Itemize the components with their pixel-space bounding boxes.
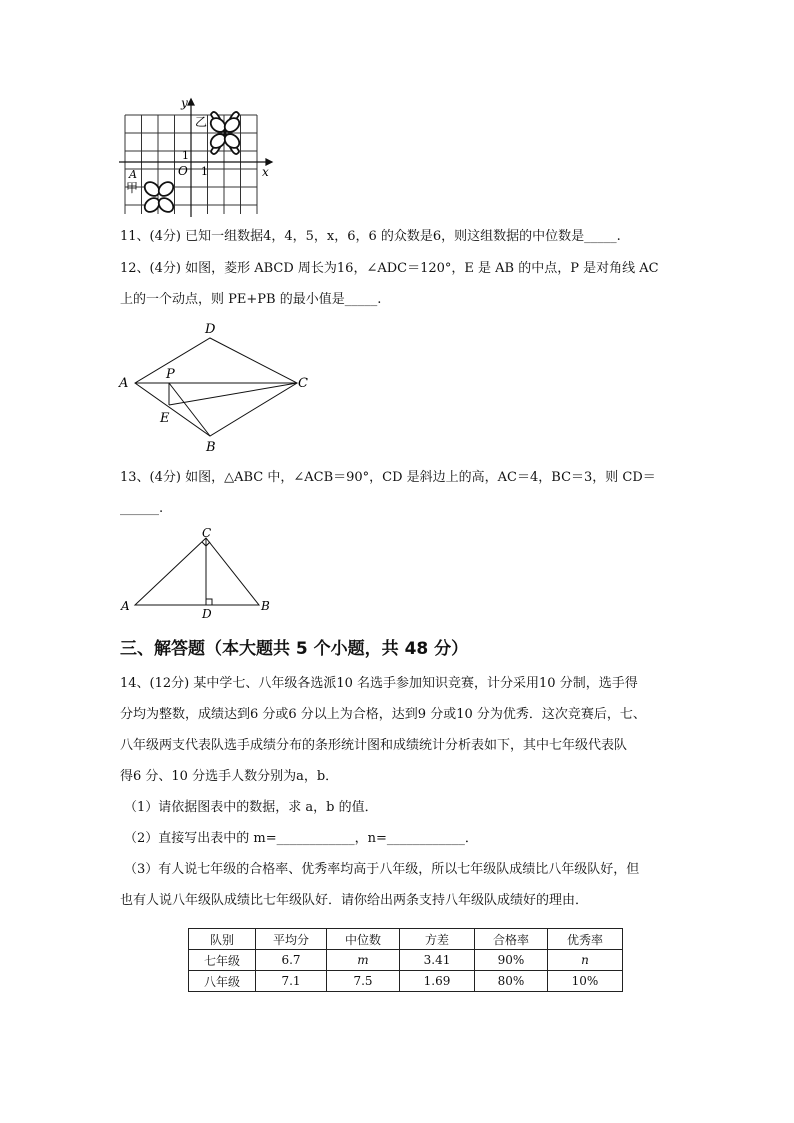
- table-cell: n: [548, 950, 623, 971]
- table-cell: 6.7: [256, 950, 327, 971]
- tick-x-label: 1: [201, 165, 208, 178]
- rhombus-figure: [115, 318, 315, 458]
- label-yi: 乙: [195, 115, 208, 129]
- question-14-line-3: 八年级两支代表队选手成绩分布的条形统计图和成绩统计分析表如下，其中七年级代表队: [120, 738, 628, 753]
- table-cell: m: [327, 950, 400, 971]
- table-cell: 1.69: [400, 971, 475, 992]
- question-14-line-2: 分均为整数，成绩达到6 分或6 分以上为合格，达到9 分或10 分为优秀．这次竞赛后，七、: [120, 707, 646, 722]
- y-axis-label: y: [181, 96, 188, 110]
- table-row: [189, 971, 623, 992]
- vertex-a-label: A: [121, 599, 130, 613]
- point-p-label: P: [166, 367, 175, 382]
- point-d-label: D: [205, 322, 216, 337]
- table-header-cell: 队别: [189, 929, 256, 950]
- question-13-line-2: ______.: [120, 501, 164, 516]
- coordinate-grid-figure: [115, 95, 280, 220]
- tick-y-label: 1: [182, 149, 189, 162]
- label-a: A: [129, 168, 137, 181]
- question-11: 11、(4分) 已知一组数据4，4，5，x，6，6 的众数是6，则这组数据的中位数是_____.: [120, 229, 621, 244]
- table-cell: 7.5: [327, 971, 400, 992]
- point-e-label: E: [160, 411, 170, 426]
- table-header-row: [189, 929, 623, 950]
- point-a-label: A: [119, 376, 129, 391]
- point-b-label: B: [206, 440, 216, 455]
- point-c-label: C: [298, 376, 308, 391]
- table-cell: 80%: [475, 971, 548, 992]
- x-axis-label: x: [262, 165, 269, 179]
- right-triangle-figure: [115, 524, 285, 619]
- question-13-line-1: 13、(4分) 如图，△ABC 中，∠ACB＝90°，CD 是斜边上的高，AC＝4，BC＝3，则 CD＝: [120, 470, 656, 485]
- triangle-abc: [135, 538, 259, 605]
- table-cell: 90%: [475, 950, 548, 971]
- foot-d-label: D: [202, 607, 212, 619]
- right-angle-mark-d: [206, 599, 212, 605]
- table-cell: 八年级: [189, 971, 256, 992]
- vertex-b-label: B: [261, 599, 270, 613]
- table-header-cell: 优秀率: [548, 929, 623, 950]
- table-header-cell: 合格率: [475, 929, 548, 950]
- table-cell: 3.41: [400, 950, 475, 971]
- segment-ec: [169, 383, 297, 405]
- vertex-c-label: C: [202, 526, 212, 540]
- question-14-sub-3-line-2: 也有人说八年级队成绩比七年级队好．请你给出两条支持八年级队成绩好的理由．: [120, 893, 589, 908]
- question-14-line-4: 得6 分、10 分选手人数分别为a，b．: [120, 769, 339, 784]
- table-header-cell: 中位数: [327, 929, 400, 950]
- butterfly-jia-shape: [142, 179, 176, 214]
- question-14-sub-3-line-1: （3）有人说七年级的合格率、优秀率均高于八年级，所以七年级队成绩比八年级队好，但: [124, 862, 640, 877]
- table-cell: 七年级: [189, 950, 256, 971]
- table-header-cell: 平均分: [256, 929, 327, 950]
- origin-label: O: [178, 164, 188, 178]
- section-3-heading: 三、解答题（本大题共 5 个小题，共 48 分）: [120, 639, 469, 659]
- y-axis-arrow: [188, 99, 194, 105]
- question-14-line-1: 14、(12分) 某中学七、八年级各选派10 名选手参加知识竞赛，计分采用10 分制，选手得: [120, 676, 638, 691]
- question-14-sub-1: （1）请依据图表中的数据，求 a，b 的值．: [124, 800, 378, 815]
- label-jia: 甲: [126, 181, 139, 195]
- question-12-line-2: 上的一个动点，则 PE+PB 的最小值是_____.: [120, 292, 382, 307]
- question-12-line-1: 12、(4分) 如图，菱形 ABCD 周长为16，∠ADC＝120°，E 是 AB 的中点，P 是对角线 AC: [120, 261, 659, 276]
- table-header-cell: 方差: [400, 929, 475, 950]
- score-statistics-table: [188, 928, 623, 992]
- table-cell: 7.1: [256, 971, 327, 992]
- table-cell: 10%: [548, 971, 623, 992]
- question-14-sub-2: （2）直接写出表中的 m=____________，n=____________．: [124, 831, 478, 846]
- segment-pb: [169, 383, 210, 436]
- table-row: [189, 950, 623, 971]
